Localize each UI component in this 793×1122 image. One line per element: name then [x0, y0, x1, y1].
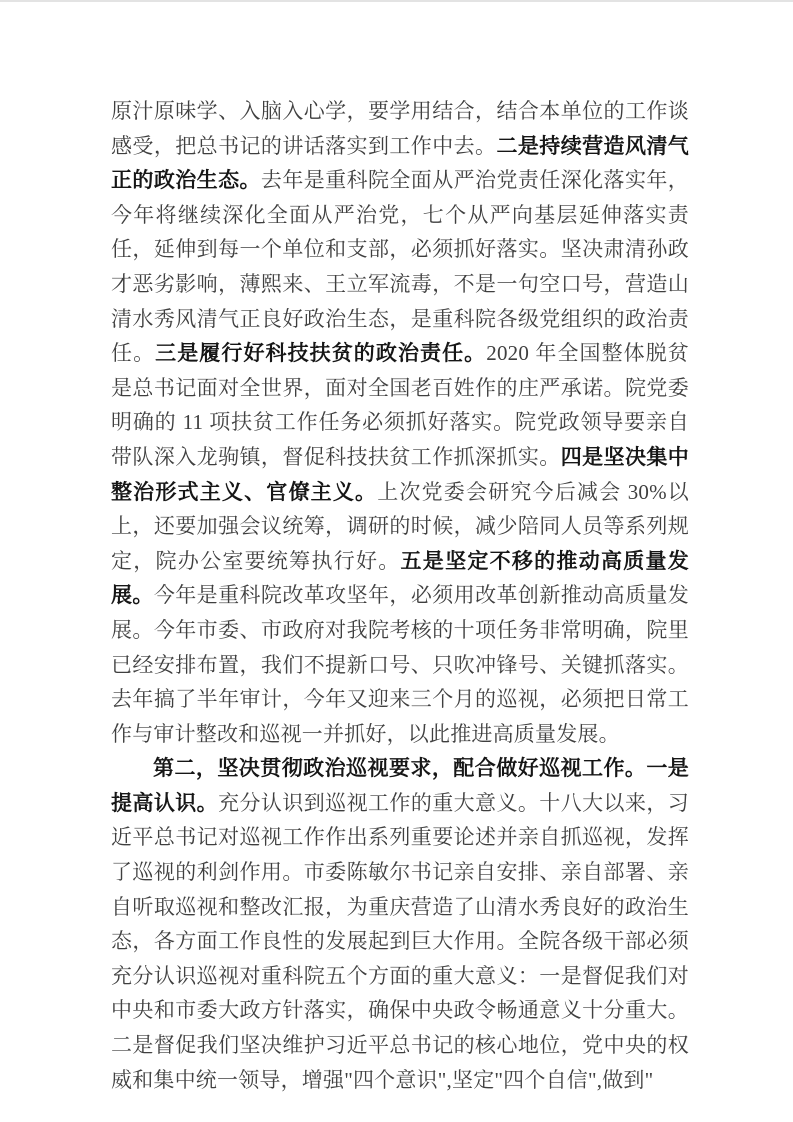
bold-text-run: 五是坚定不移的推动高质量发展。: [111, 548, 689, 608]
bold-text-run: 四是坚决集中整治形式主义、官僚主义。: [111, 444, 689, 504]
text-run: 去年是重科院全面从严治党责任深化落实年，今年将继续深化全面从严治党，七个从严向基层延伸落实责任，延伸到每一个单位和支部，必须抓好落实。坚决肃清孙政才恶劣影响，薄熙来、王立军流毒，不是一句空口号，营造山清水秀风清气正良好政治生态，是重科院各级党组织的政治责任。: [111, 168, 689, 366]
text-run: 上次党委会研究今后减会 30%以上，还要加强会议统筹，调研的时候，减少陪同人员等系列规定，院办公室要统筹执行好。: [111, 479, 689, 573]
bold-text-run: 二是持续营造风清气正的政治生态。: [111, 133, 689, 193]
text-run: 今年是重科院改革攻坚年，必须用改革创新推动高质量发展。今年市委、市政府对我院考核的十项任务非常明确，院里已经安排布置，我们不提新口号、只吹冲锋号、关键抓落实。去年搞了半年审计，今年又迎来三个月的巡视，必须把日常工作与审计整改和巡视一并抓好，以此推进高质量发展。: [111, 583, 690, 746]
text-run: 原汁原味学、入脑入心学，要学用结合，结合本单位的工作谈感受，把总书记的讲话落实到工作中去。: [111, 99, 689, 158]
text-run: 充分认识到巡视工作的重大意义。十八大以来，习近平总书记对巡视工作作出系列重要论述并亲自抓巡视，发挥了巡视的利剑作用。市委陈敏尔书记亲自安排、亲自部署、亲自听取巡视和整改汇报，为重庆营造了山清水秀良好的政治生态，各方面工作良性的发展起到巨大作用。全院各级干部必须充分认识巡视对重科院五个方面的重大意义：一是督促我们对中央和市委大政方针落实，确保中央政令畅通意义十分重大。二是督促我们坚决维护习近平总书记的核心地位，党中央的权威和集中统一领导，增强"四个意识",坚定"四个自信",做到": [111, 790, 689, 1092]
bold-text-run: 第二，坚决贯彻政治巡视要求，配合做好巡视工作。一是提高认识。: [111, 756, 689, 815]
bold-text-run: 三是履行好科技扶贫的政治责任。: [155, 341, 487, 366]
page-top-edge: [0, 0, 793, 2]
document-body: [111, 94, 689, 1097]
text-run: 2020 年全国整体脱贫是总书记面对全世界，面对全国老百姓作的庄严承诺。院党委明确的 11 项扶贫工作任务必须抓好落实。院党政领导要亲自带队深入龙驹镇，督促科技扶贫工作抓深抓实。: [111, 341, 690, 469]
paragraph: [111, 94, 689, 751]
paragraph: [111, 751, 689, 1097]
